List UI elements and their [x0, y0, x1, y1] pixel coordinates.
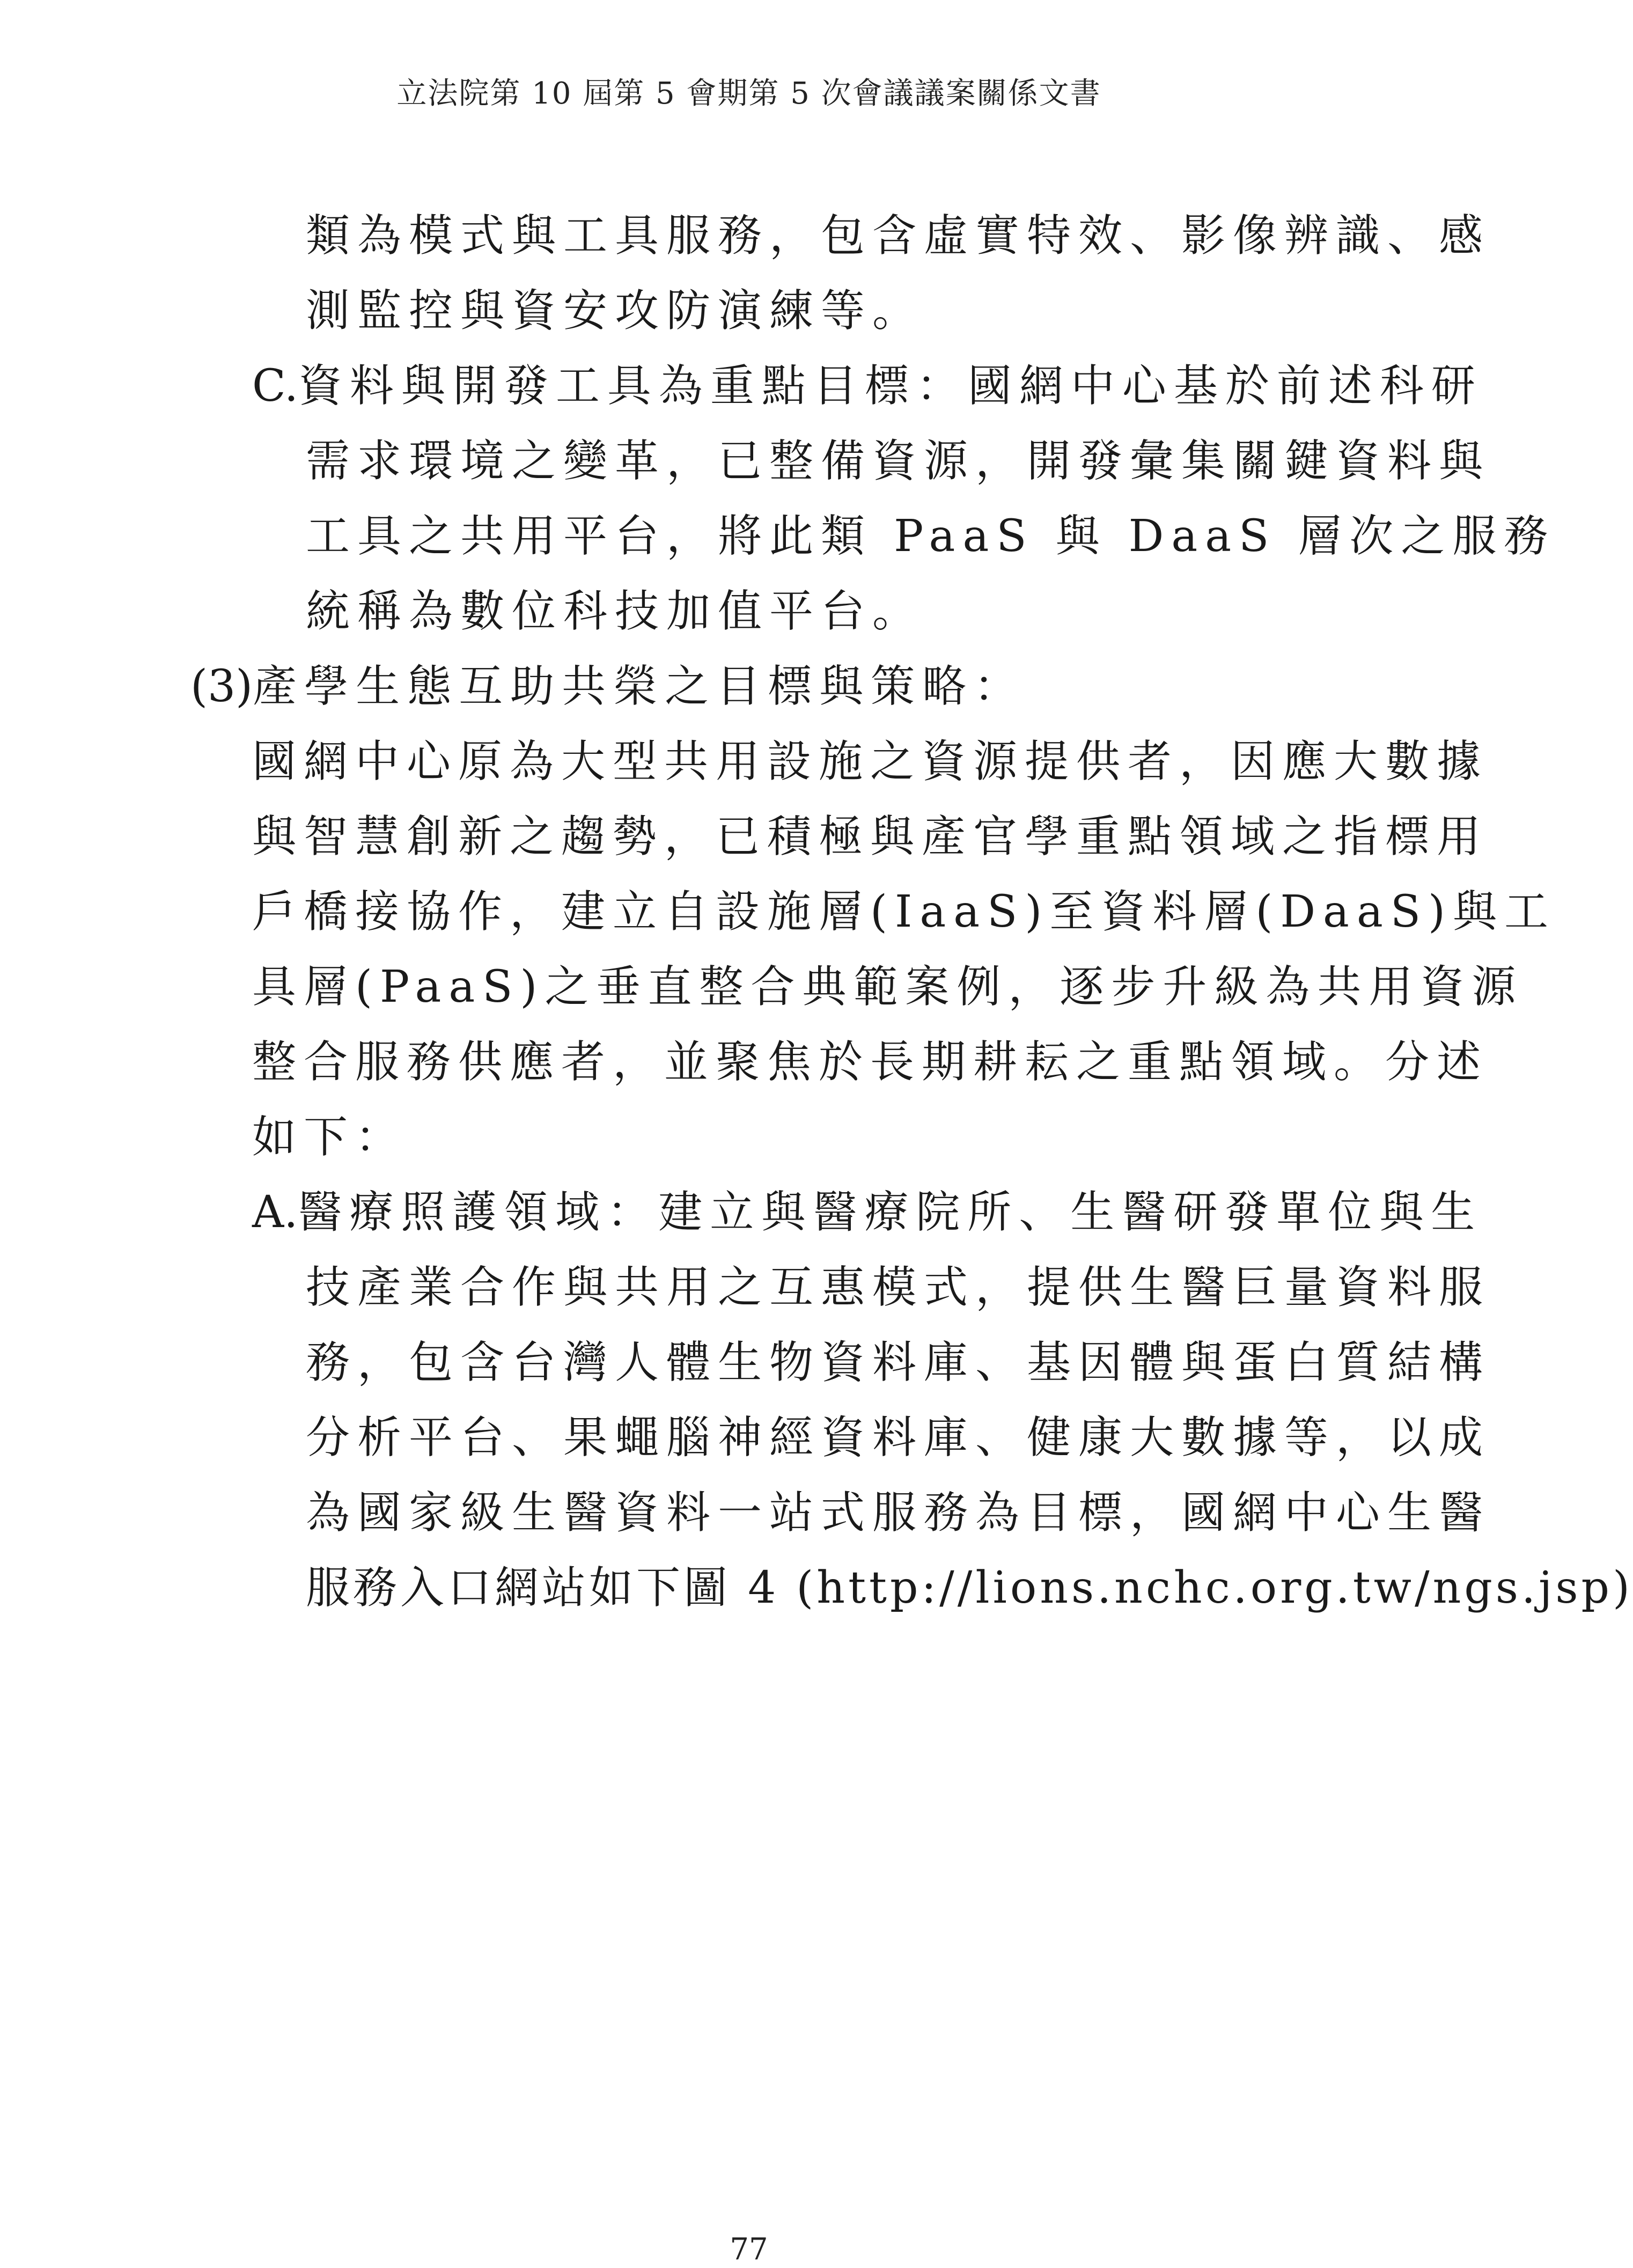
document-header: 立法院第 10 屆第 5 會期第 5 次會議議案關係文書 [396, 76, 1101, 111]
paragraph-line: 整合服務供應者，並聚焦於長期耕耘之重點領域。分述 [252, 1037, 1489, 1088]
paragraph-line: 測監控與資安攻防演練等。 [306, 285, 924, 336]
list-item-text: 醫療照護領域：建立與醫療院所、生醫研發單位與生 [298, 1187, 1483, 1238]
paragraph-line: 技產業合作與共用之互惠模式，提供生醫巨量資料服 [306, 1262, 1491, 1313]
page-number: 77 [730, 2232, 768, 2267]
paragraph-line: 如下： [252, 1112, 407, 1163]
paragraph-line: 類為模式與工具服務，包含虛實特效、影像辨識、感 [306, 210, 1491, 261]
paragraph-line: 工具之共用平台，將此類 PaaS 與 DaaS 層次之服務 [306, 511, 1556, 562]
list-marker: C. [252, 361, 298, 412]
paragraph-line: 為國家級生醫資料一站式服務為目標，國網中心生醫 [306, 1487, 1491, 1538]
section-heading [190, 657, 1025, 716]
paragraph-line: 分析平台、果蠅腦神經資料庫、健康大數據等，以成 [306, 1412, 1491, 1463]
list-item-a [252, 1183, 1482, 1242]
paragraph-line: 服務入口網站如下圖 4 (http://lions.nchc.org.tw/ngs.jsp) [306, 1562, 1633, 1613]
paragraph-line: 國網中心原為大型共用設施之資源提供者，因應大數據 [252, 736, 1489, 787]
paragraph-line: 戶橋接協作，建立自設施層(IaaS)至資料層(DaaS)與工 [252, 886, 1556, 937]
paragraph-line: 與智慧創新之趨勢，已積極與產官學重點領域之指標用 [252, 811, 1489, 862]
paragraph-line: 務，包含台灣人體生物資料庫、基因體與蛋白質結構 [306, 1337, 1491, 1388]
list-item-text: 資料與開發工具為重點目標：國網中心基於前述科研 [298, 361, 1483, 412]
paragraph-line: 需求環境之變革，已整備資源，開發彙集關鍵資料與 [306, 436, 1491, 487]
section-heading-text: 產學生態互助共榮之目標與策略： [253, 661, 1026, 712]
list-item-c [252, 357, 1483, 416]
section-marker: (3) [190, 661, 253, 712]
paragraph-line: 統稱為數位科技加值平台。 [306, 586, 924, 637]
paragraph-line: 具層(PaaS)之垂直整合典範案例，逐步升級為共用資源 [252, 961, 1524, 1012]
list-marker: A. [252, 1187, 298, 1238]
